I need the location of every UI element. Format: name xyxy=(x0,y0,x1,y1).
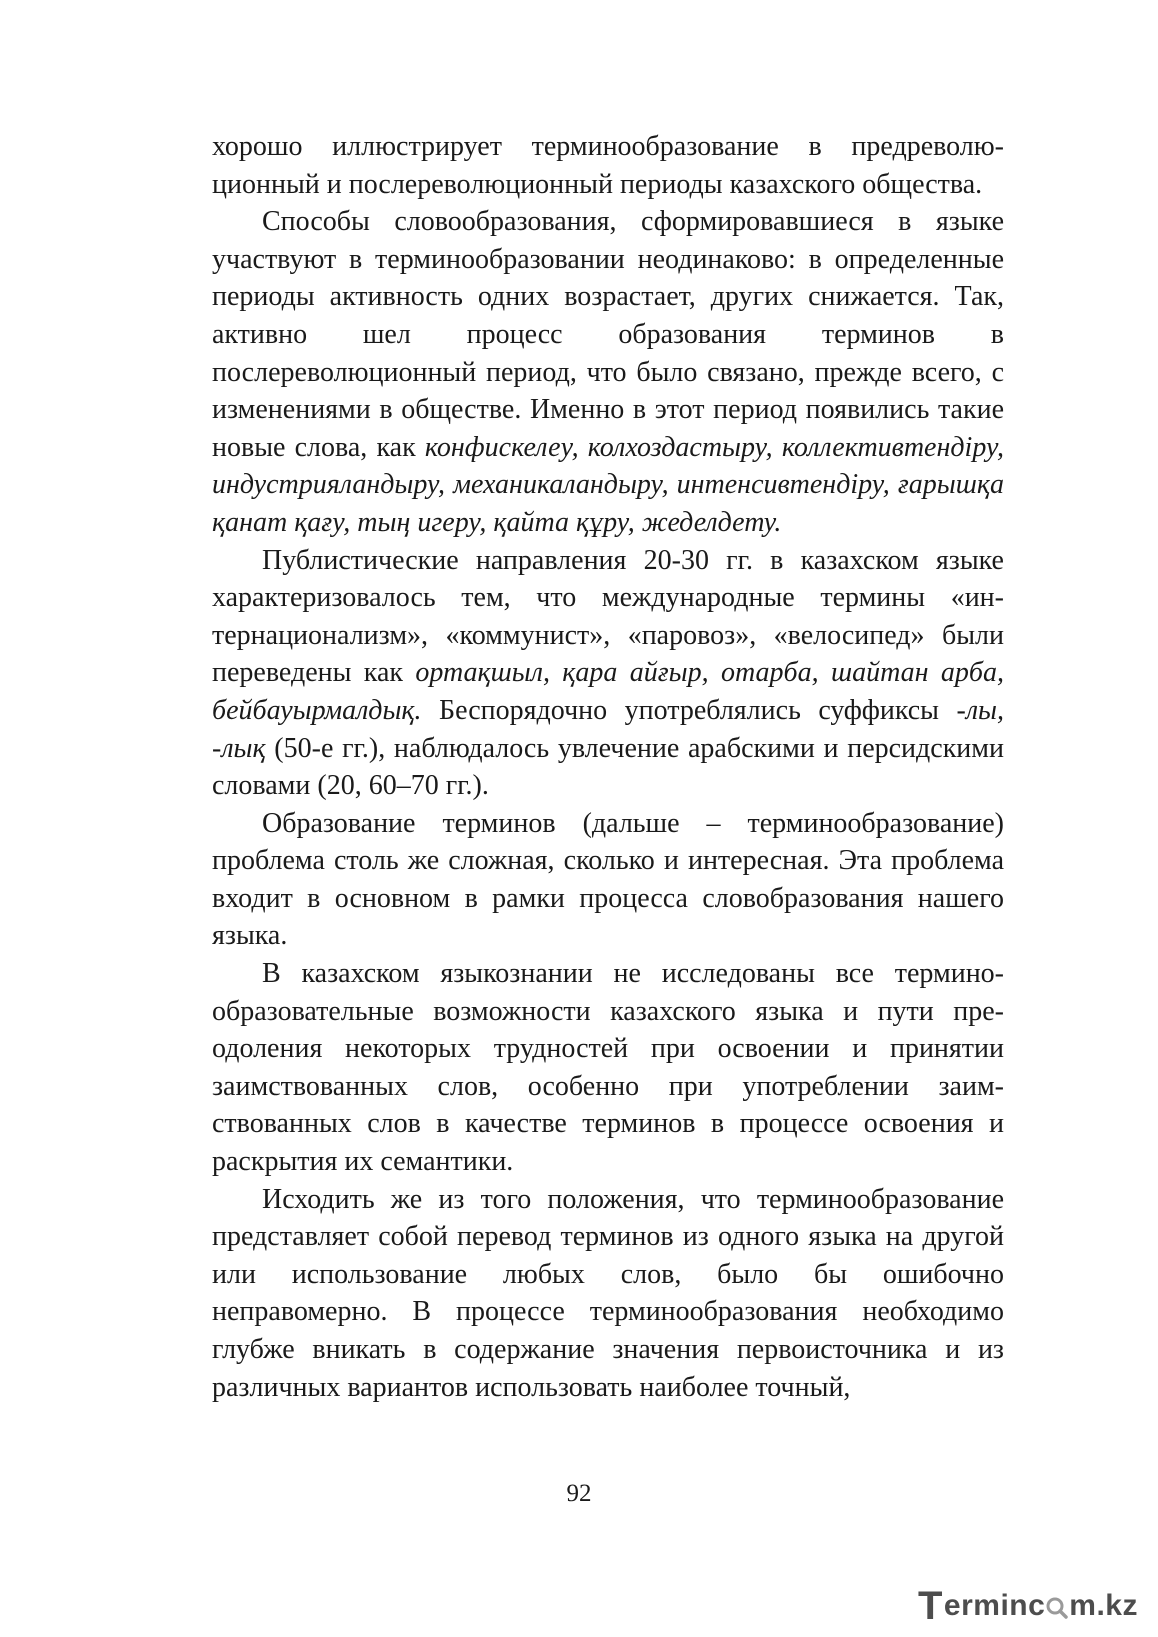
text-segment: хорошо иллюстрирует терминообразование в предреволюционный и послереволюционный периоды казахского общества. xyxy=(212,131,1004,200)
magnifier-icon xyxy=(1045,1591,1069,1621)
text-segment: В казахском языкознании не исследованы все терминообразовательные возможности казахского языка и пути преодоления некоторых трудностей при освоении и принятии заимствованных слов, особенно при употреблении заимствованных слов в качестве терминов в процессе освоения и раскрытия их семантики. xyxy=(212,958,1004,1178)
italic-term-segment: конфискелеу, колхоздастыру, коллективтендіру, индустрияландыру, механикаландыру, интенсивтендіру, ғарышқа қанат қағу, тың игеру, қайта құру, жеделдету. xyxy=(212,431,1004,538)
watermark-initial: T xyxy=(917,1583,943,1628)
paragraph xyxy=(212,1181,1004,1407)
page-body xyxy=(212,128,1004,1406)
text-segment: Публистические направления 20-30 гг. в казахском языке характеризовалось тем, что международные термины «интернационализм», «коммунист», «паровоз», «велосипед» были переведены как xyxy=(212,544,1004,689)
paragraph xyxy=(212,203,1004,541)
text-segment: (50-е гг.), наблюдалось увлечение арабскими и персидскими словами (20, 60–70 гг.). xyxy=(212,732,1004,802)
text-segment: Беспорядочно употреблялись суффиксы xyxy=(421,694,957,726)
paragraph xyxy=(212,128,1004,203)
site-watermark-logo[interactable] xyxy=(917,1583,1138,1628)
text-segment: Образование терминов (дальше – терминообразование) проблема столь же сложная, сколько и интересная. Эта проблема входит в основном в рамки процесса словобразования нашего языка. xyxy=(212,807,1004,952)
paragraph xyxy=(212,805,1004,955)
text-segment: Исходить же из того положения, что терминообразование представляет собой перевод терминов из одного языка на другой или использование любых слов, было бы ошибочно неправомерно. В процессе терминообразования необходимо глубже вникать в содержание значения первоисточника и из различных вариантов использовать наиболее точный, xyxy=(212,1183,1004,1403)
paragraph xyxy=(212,542,1004,805)
watermark-middle: erminc xyxy=(943,1589,1046,1622)
page-number: 92 xyxy=(566,1480,592,1507)
text-flow xyxy=(212,128,1004,1406)
paragraph xyxy=(212,955,1004,1181)
italic-term-segment: ортақшыл, қара айғыр, отарба, шайтан арба, бейбауырмалдық. xyxy=(212,657,1004,726)
watermark-domain: m.kz xyxy=(1069,1589,1138,1622)
italic-term-segment: -лы, -лық xyxy=(212,694,1004,764)
text-segment: Способы словообразования, сформировавшиеся в языке участвуют в терминообразовании неодинаково: в определенные периоды активность одних возрастает, других снижается. Так, активно шел процесс образования терминов в послереволюционный период, что было связано, прежде всего, с изменениями в обществе. Именно в этот период появились такие новые слова, как xyxy=(212,206,1004,463)
